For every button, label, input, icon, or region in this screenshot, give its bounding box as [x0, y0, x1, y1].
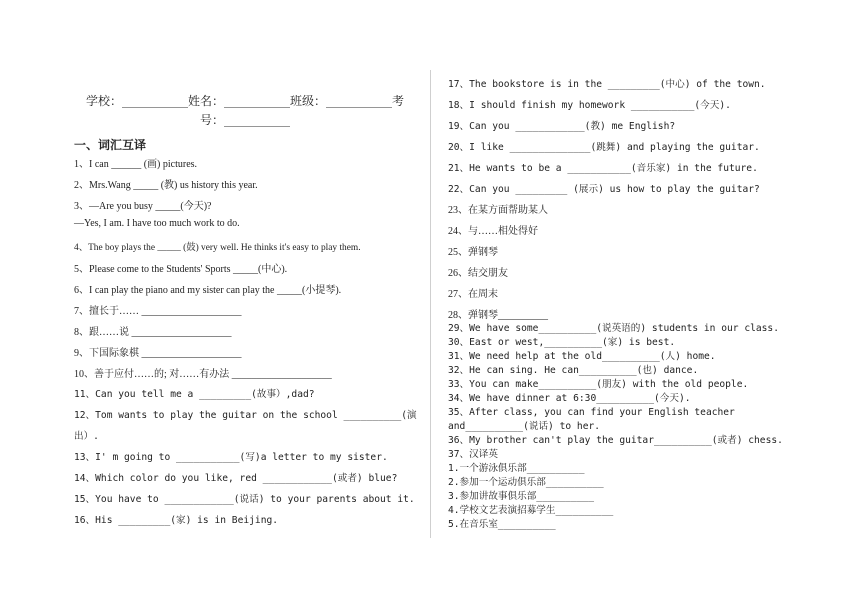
- question-34: 34、We have dinner at 6:30__________(今天).: [448, 393, 691, 404]
- question-14: 14、Which color do you like, red ____________(或者) blue?: [74, 473, 398, 484]
- question-2: 2、Mrs.Wang _____ (教) us history this year.: [74, 180, 258, 191]
- question-35: 35、After class, you can find your English teacher: [448, 407, 735, 418]
- class-label: 班级：: [290, 94, 327, 108]
- question-5: 5、Please come to the Students' Sports _____(中心).: [74, 264, 288, 275]
- question-19: 19、Can you ____________(教) me English?: [448, 121, 676, 132]
- translate-item-3: 3.参加讲故事俱乐部__________: [448, 491, 595, 502]
- name-blank: ___________: [224, 94, 290, 108]
- question-1: 1、I can ______ (画) pictures.: [74, 159, 198, 170]
- question-10: 10、善于应付……的; 对……有办法 ____________________: [74, 369, 332, 380]
- question-16: 16、His _________(家) is in Beijing.: [74, 515, 279, 526]
- question-12-continued: 出）.: [74, 431, 99, 442]
- class-blank: ___________: [326, 94, 393, 108]
- translate-item-5: 5.在音乐室__________: [448, 519, 556, 530]
- student-info-header: [80, 92, 410, 130]
- question-33: 33、You can make__________(朋友) with the old people.: [448, 379, 749, 390]
- translate-item-2: 2.参加一个运动俱乐部__________: [448, 477, 604, 488]
- translate-item-1: 1.一个游泳俱乐部__________: [448, 463, 585, 474]
- question-29: 29、We have some__________(说英语的) students in our class.: [448, 323, 779, 334]
- question-35-continued: and__________(说话) to her.: [448, 421, 601, 432]
- question-13: 13、I' m going to ___________(写)a letter to my sister.: [74, 452, 388, 463]
- translate-item-4: 4.学校文艺表演招募学生__________: [448, 505, 614, 516]
- question-17: 17、The bookstore is in the _________(中心) of the town.: [448, 79, 766, 90]
- question-22: 22、Can you _________ (展示) us how to play the guitar?: [448, 184, 760, 195]
- exam-blank: ___________: [224, 113, 290, 127]
- exam-label: 考号：: [199, 94, 405, 127]
- question-26: 26、结交朋友: [448, 268, 508, 279]
- school-label: 学校：: [85, 94, 122, 108]
- question-20: 20、I like ______________(跳舞) and playing the guitar.: [448, 142, 760, 153]
- question-24: 24、与……相处得好: [448, 226, 538, 237]
- question-32: 32、He can sing. He can__________(也) dance.: [448, 365, 699, 376]
- name-label: 姓名：: [187, 94, 224, 108]
- question-3: 3、—Are you busy _____(今天)?: [74, 201, 212, 212]
- question-27: 27、在周末: [448, 289, 498, 300]
- question-6: 6、I can play the piano and my sister can play the _____(小提琴).: [74, 285, 342, 296]
- column-divider: [430, 70, 431, 538]
- school-blank: ___________: [121, 94, 188, 108]
- question-18: 18、I should finish my homework ___________(今天).: [448, 100, 731, 111]
- question-25: 25、弹钢琴: [448, 247, 498, 258]
- question-30: 30、East or west,__________(家) is best.: [448, 337, 676, 348]
- question-11: 11、Can you tell me a _________(故事）,dad?: [74, 389, 315, 400]
- question-28: 28、弹钢琴__________: [448, 310, 548, 321]
- question-12: 12、Tom wants to play the guitar on the school __________(演: [74, 410, 417, 421]
- question-8: 8、跟……说 ____________________: [74, 327, 232, 338]
- section-title: 一、词汇互译: [74, 138, 147, 152]
- question-36: 36、My brother can't play the guitar__________(或者) chess.: [448, 435, 783, 446]
- question-37: 37、汉译英: [448, 449, 498, 460]
- question-4: 4、The boy plays the _____ (鼓) very well. He thinks it's easy to play them.: [74, 243, 361, 253]
- question-31: 31、We need help at the old__________(人) home.: [448, 351, 716, 362]
- question-9: 9、下国际象棋 ____________________: [74, 348, 242, 359]
- question-15: 15、You have to ____________(说话) to your parents about it.: [74, 494, 415, 505]
- question-21: 21、He wants to be a ___________(音乐家) in the future.: [448, 163, 758, 174]
- question-7: 7、擅长于…… ____________________: [74, 306, 242, 317]
- question-3-reply: —Yes, I am. I have too much work to do.: [74, 218, 240, 229]
- question-23: 23、在某方面帮助某人: [448, 205, 548, 216]
